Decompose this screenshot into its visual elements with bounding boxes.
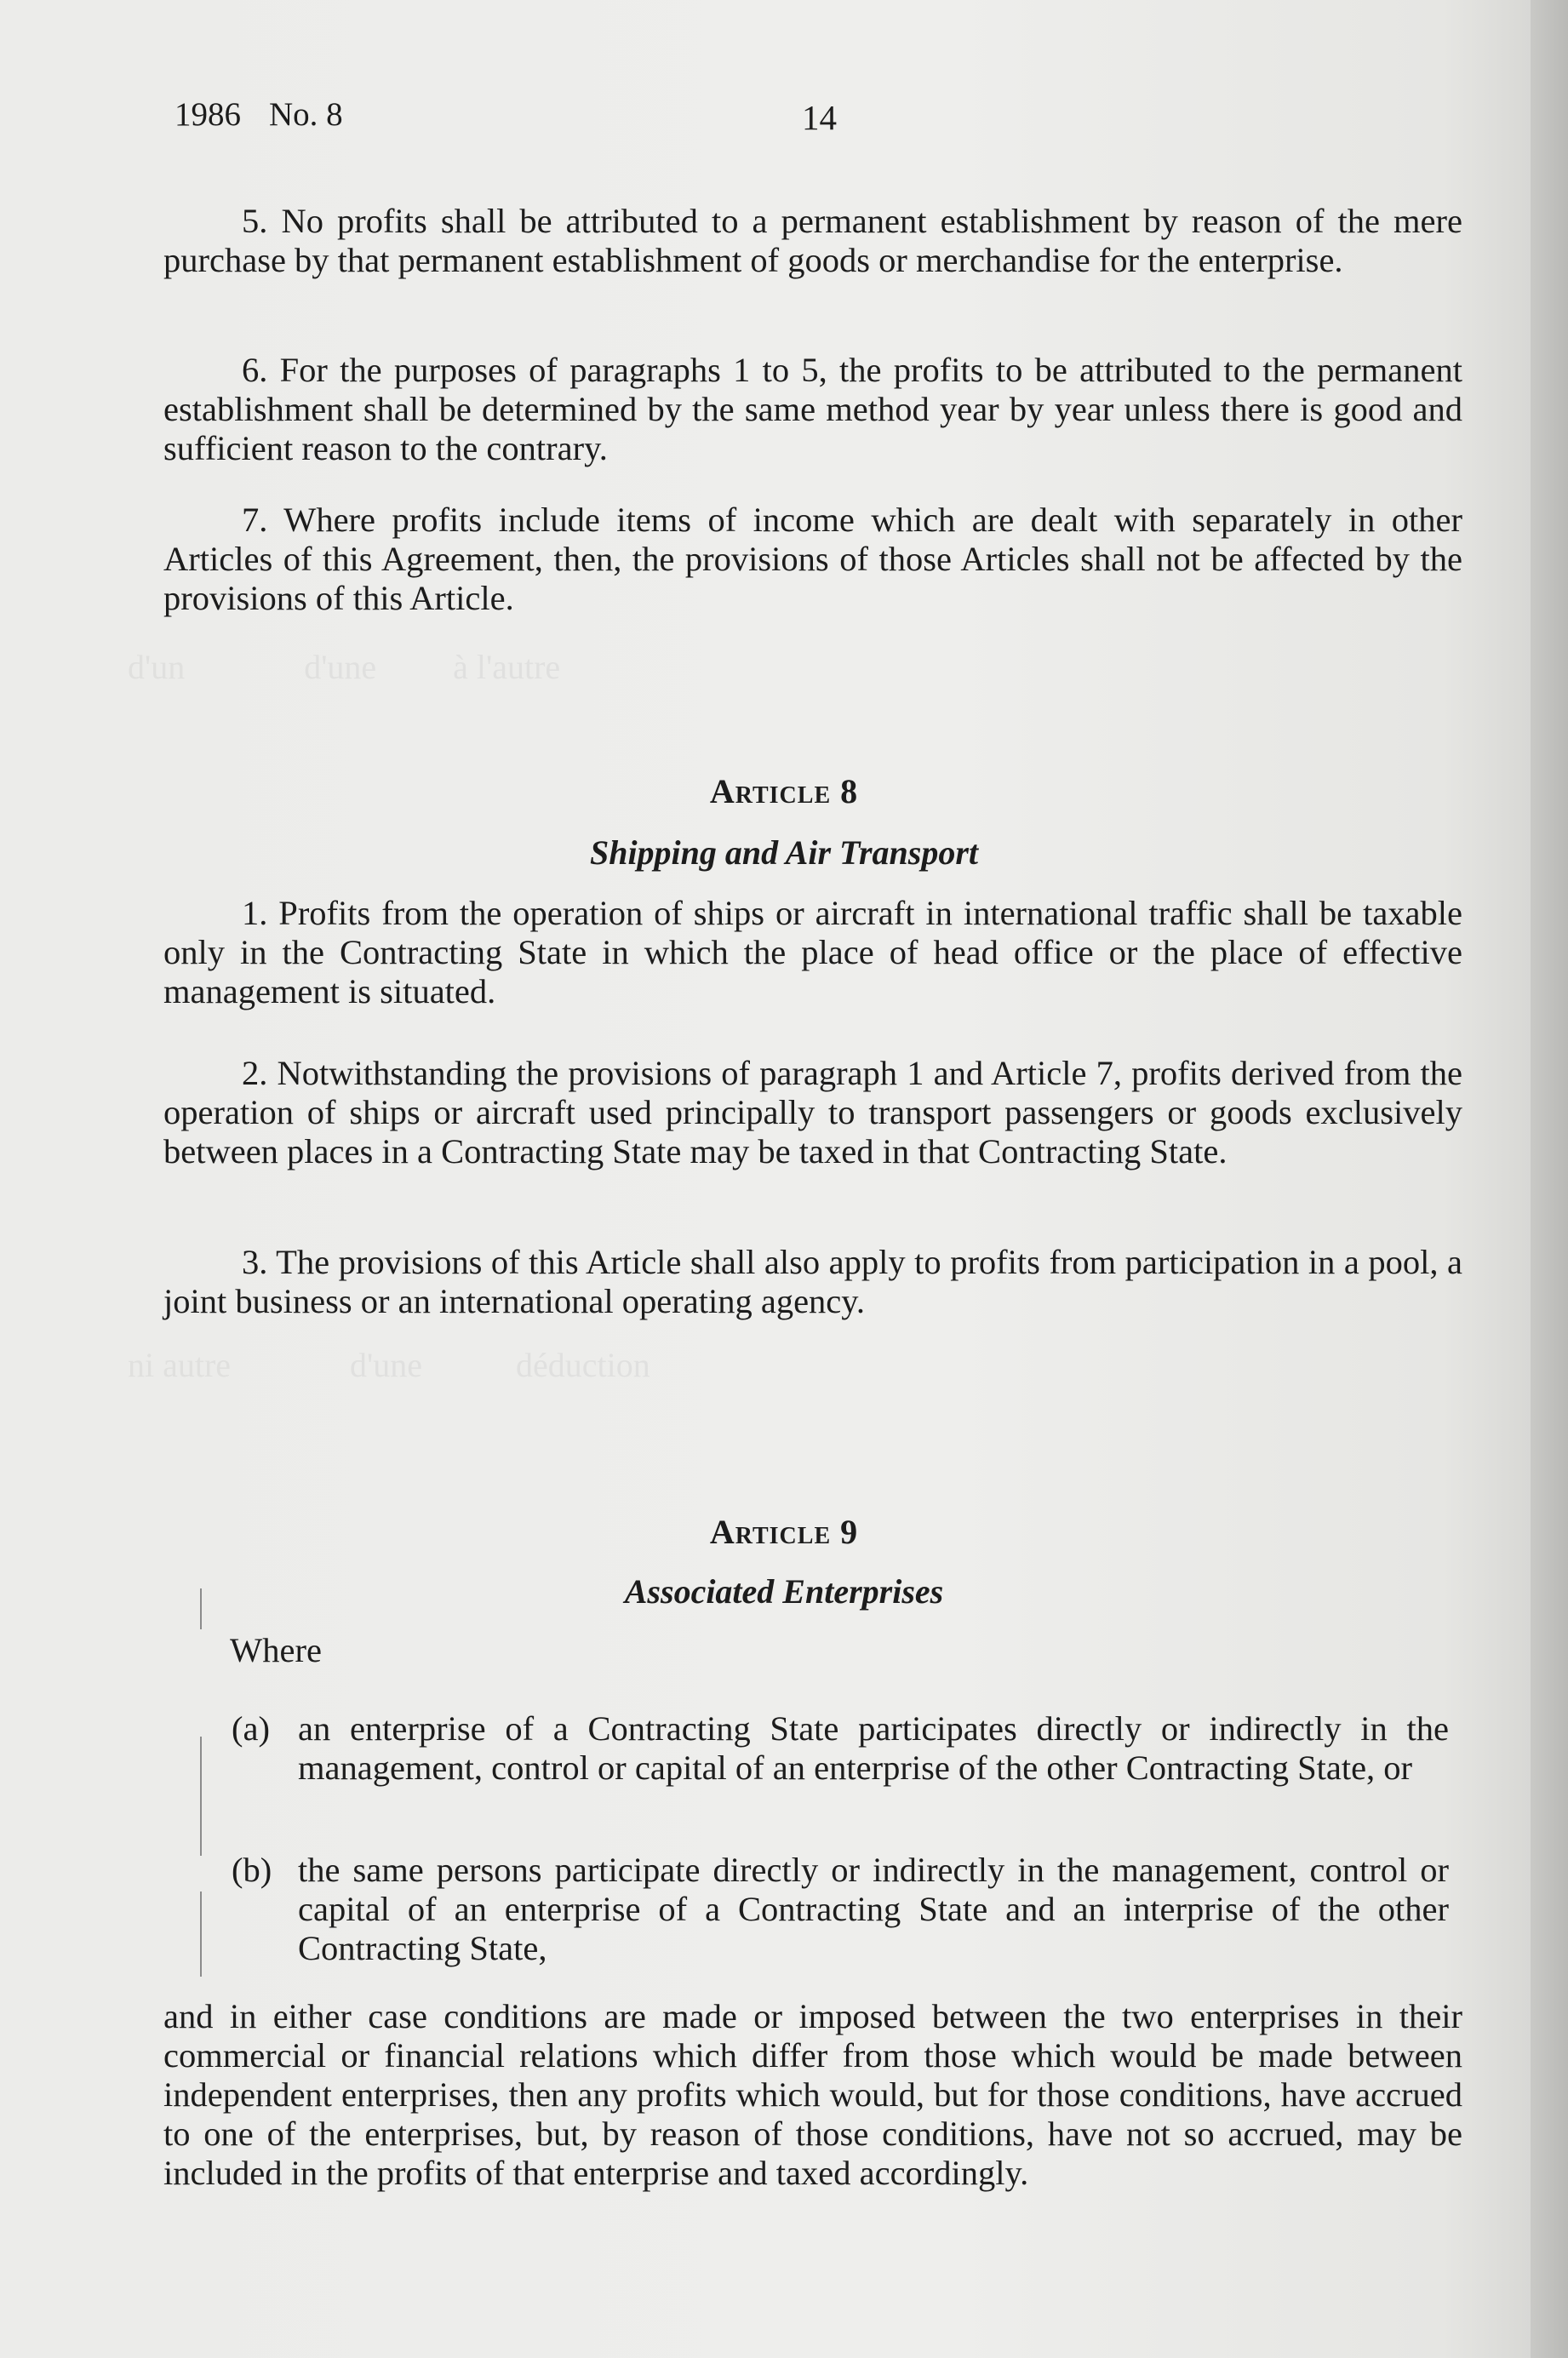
paragraph-7-text: 7. Where profits include items of income which are dealt with separately in other Articles of this Agreement, then, the provisions of those Articles shall not be affected by the provisions of this Article.: [163, 501, 1462, 617]
show-through-text: d'un d'une à l'autre: [128, 648, 561, 686]
margin-mark: [200, 1588, 202, 1629]
item-a-label: (a): [232, 1709, 270, 1748]
page-edge: [1531, 0, 1568, 2358]
article-8-paragraph-3: [163, 1243, 1462, 1321]
article-9-item-a: [232, 1709, 1449, 1788]
article-8-paragraph-3-text: 3. The provisions of this Article shall also apply to profits from participation in a pool, a joint business or an international operating agency.: [163, 1243, 1462, 1320]
margin-mark: [200, 1737, 202, 1856]
article-8-paragraph-2: [163, 1054, 1462, 1171]
article-9-title: Associated Enterprises: [624, 1572, 944, 1611]
article-8-paragraph-1-text: 1. Profits from the operation of ships or aircraft in international traffic shall be taxable only in the Contracting State in which the place of head office or the place of effective management is situated.: [163, 894, 1462, 1010]
article-9-conclusion: and in either case conditions are made or imposed between the two enterprises in their commercial or financial relations which differ from those which would be made between independent enterprises, then any profits which would, but for those conditions, have accrued to one of the enterprises, but, by reason of those conditions, have not so accrued, may be included in the profits of that enterprise and taxed accordingly.: [163, 1997, 1462, 2192]
article-9-intro: Where: [230, 1631, 322, 1669]
paragraph-6: [163, 351, 1462, 468]
paragraph-5: [163, 202, 1462, 280]
header-number: No. 8: [269, 96, 343, 133]
article-9-heading: Article 9: [709, 1513, 859, 1551]
header-year: 1986: [175, 96, 241, 133]
item-a-text: an enterprise of a Contracting State participates directly or indirectly in the management, control or capital of an enterprise of the other Contracting State, or: [298, 1709, 1449, 1787]
article-8-paragraph-1: [163, 894, 1462, 1011]
show-through-text: ni autre d'une déduction: [128, 1346, 650, 1384]
paragraph-5-text: 5. No profits shall be attributed to a permanent establishment by reason of the mere purchase by that permanent establishment of goods or merchandise for the enterprise.: [163, 202, 1462, 279]
item-b-label: (b): [232, 1851, 272, 1889]
article-8-heading: Article 8: [709, 772, 859, 810]
paragraph-6-text: 6. For the purposes of paragraphs 1 to 5, the profits to be attributed to the permanent establishment shall be determined by the same method year by year unless there is good and sufficient reason to the contrary.: [163, 351, 1462, 467]
page-number: 14: [802, 98, 837, 137]
article-9-item-b: [232, 1851, 1449, 1968]
margin-mark: [200, 1892, 202, 1977]
article-8-paragraph-2-text: 2. Notwithstanding the provisions of paragraph 1 and Article 7, profits derived from the operation of ships or aircraft used principally to transport passengers or goods exclusively between places in a Contracting State may be taxed in that Contracting State.: [163, 1054, 1462, 1170]
article-8-title: Shipping and Air Transport: [589, 833, 979, 872]
paragraph-7: [163, 501, 1462, 618]
item-b-text: the same persons participate directly or indirectly in the management, control or capital of an enterprise of a Contracting State and an interprise of the other Contracting State,: [298, 1851, 1449, 1967]
